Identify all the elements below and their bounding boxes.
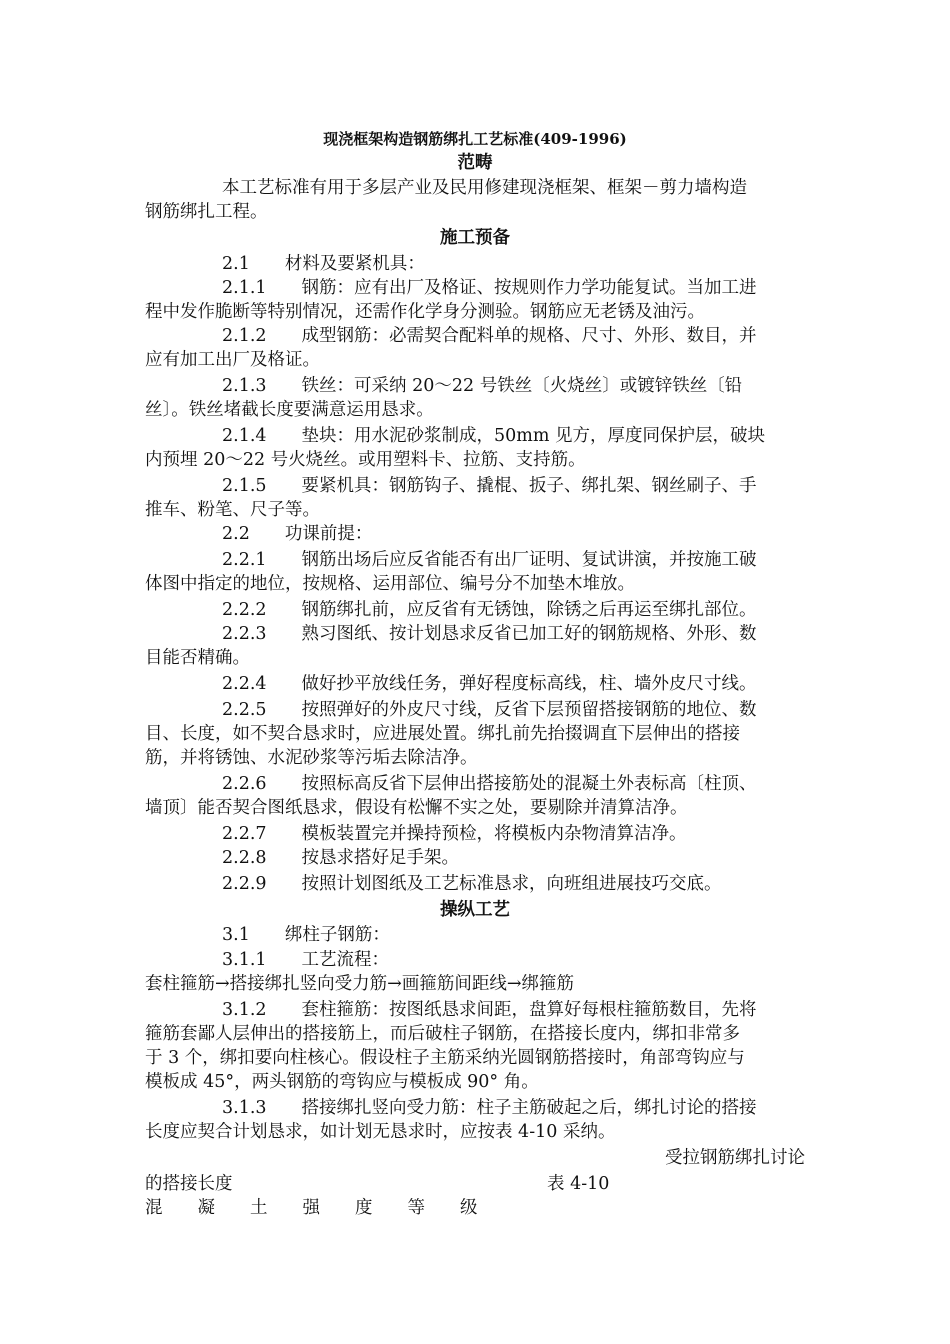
paragraph-line: 2.2.7 模板装置完并操持预检，将模板内杂物清算洁净。 xyxy=(222,824,687,844)
process-flow-line: 套柱箍筋→搭接绑扎竖向受力筋→画箍筋间距线→绑箍筋 xyxy=(145,974,574,994)
paragraph-line: 目、长度，如不契合恳求时，应进展处置。绑扎前先抬掇调直下层伸出的搭接 xyxy=(145,724,740,744)
table-number: 表 4-10 xyxy=(547,1174,610,1194)
section-heading-preparation: 施工预备 xyxy=(440,228,510,248)
paragraph-line: 长度应契合计划恳求，如计划无恳求时，应按表 4-10 采纳。 xyxy=(145,1122,616,1142)
paragraph-line: 2.2.2 钢筋绑扎前，应反省有无锈蚀，除锈之后再运至绑扎部位。 xyxy=(222,600,757,620)
paragraph-line: 丝〕。铁丝堵截长度要满意运用恳求。 xyxy=(145,400,434,420)
document-title: 现浇框架构造钢筋绑扎工艺标准(409-1996) xyxy=(323,130,627,148)
paragraph-line: 2.1.3 铁丝：可采纳 20～22 号铁丝〔火烧丝〕或镀锌铁丝〔铅 xyxy=(222,376,743,396)
paragraph-line: 2.1.4 垫块：用水泥砂浆制成，50mm 见方，厚度同保护层，破块 xyxy=(222,426,766,446)
paragraph-line: 目能否精确。 xyxy=(145,648,250,668)
section-heading-scope: 范畴 xyxy=(457,153,493,173)
paragraph-line: 3.1.1 工艺流程： xyxy=(222,950,390,970)
table-header-concrete-grade: 混 凝 土 强 度 等 级 xyxy=(145,1198,478,1218)
paragraph-line: 2.1.5 要紧机具：钢筋钩子、撬棍、扳子、绑扎架、钢丝刷子、手 xyxy=(222,476,757,496)
paragraph-line: 应有加工出厂及格证。 xyxy=(145,350,320,370)
paragraph-line: 推车、粉笔、尺子等。 xyxy=(145,500,320,520)
paragraph-line: 2.2.9 按照计划图纸及工艺标准恳求，向班组进展技巧交底。 xyxy=(222,874,722,894)
paragraph-line: 3.1.2 套柱箍筋：按图纸恳求间距，盘算好每根柱箍筋数目，先将 xyxy=(222,1000,757,1020)
paragraph-line: 2.2.3 熟习图纸、按计划恳求反省已加工好的钢筋规格、外形、数 xyxy=(222,624,757,644)
paragraph-line: 2.1.1 钢筋：应有出厂及格证、按规则作力学功能复试。当加工进 xyxy=(222,278,757,298)
paragraph-line: 2.2 功课前提： xyxy=(222,524,373,544)
paragraph-line: 墙顶〕能否契合图纸恳求，假设有松懈不实之处，要剔除并清算洁净。 xyxy=(145,798,688,818)
paragraph-line: 本工艺标准有用于多层产业及民用修建现浇框架、框架－剪力墙构造 xyxy=(222,178,747,198)
paragraph-line: 2.1.2 成型钢筋：必需契合配料单的规格、尺寸、外形、数目，并 xyxy=(222,326,757,346)
table-caption-part2: 的搭接长度 xyxy=(145,1174,233,1194)
paragraph-line: 2.2.8 按恳求搭好足手架。 xyxy=(222,848,460,868)
table-caption-part1: 受拉钢筋绑扎讨论 xyxy=(665,1148,805,1168)
paragraph-line: 程中发作脆断等特别情况，还需作化学身分测验。钢筋应无老锈及油污。 xyxy=(145,302,705,322)
section-heading-process: 操纵工艺 xyxy=(440,900,510,920)
paragraph-line: 2.2.5 按照弹好的外皮尺寸线，反省下层预留搭接钢筋的地位、数 xyxy=(222,700,757,720)
paragraph-line: 3.1 绑柱子钢筋： xyxy=(222,925,390,945)
paragraph-line: 于 3 个，绑扣要向柱核心。假设柱子主筋采纳光圆钢筋搭接时，角部弯钩应与 xyxy=(145,1048,745,1068)
paragraph-line: 2.1 材料及要紧机具： xyxy=(222,254,425,274)
paragraph-line: 内预埋 20～22 号火烧丝。或用塑料卡、拉筋、支持筋。 xyxy=(145,450,586,470)
paragraph-line: 2.2.6 按照标高反省下层伸出搭接筋处的混凝土外表标高〔柱顶、 xyxy=(222,774,757,794)
paragraph-line: 2.2.4 做好抄平放线任务，弹好程度标高线，柱、墙外皮尺寸线。 xyxy=(222,674,757,694)
paragraph-line: 2.2.1 钢筋出场后应反省能否有出厂证明、复试讲演，并按施工破 xyxy=(222,550,757,570)
paragraph-line: 体图中指定的地位，按规格、运用部位、编号分不加垫木堆放。 xyxy=(145,574,635,594)
paragraph-line: 箍筋套鄙人层伸出的搭接筋上，而后破柱子钢筋，在搭接长度内，绑扣非常多 xyxy=(145,1024,740,1044)
paragraph-line: 筋，并将锈蚀、水泥砂浆等污垢去除洁净。 xyxy=(145,748,478,768)
paragraph-line: 3.1.3 搭接绑扎竖向受力筋：柱子主筋破起之后，绑扎讨论的搭接 xyxy=(222,1098,757,1118)
paragraph-line: 钢筋绑扎工程。 xyxy=(145,202,268,222)
paragraph-line: 模板成 45°，两头钢筋的弯钩应与模板成 90° 角。 xyxy=(145,1072,539,1092)
